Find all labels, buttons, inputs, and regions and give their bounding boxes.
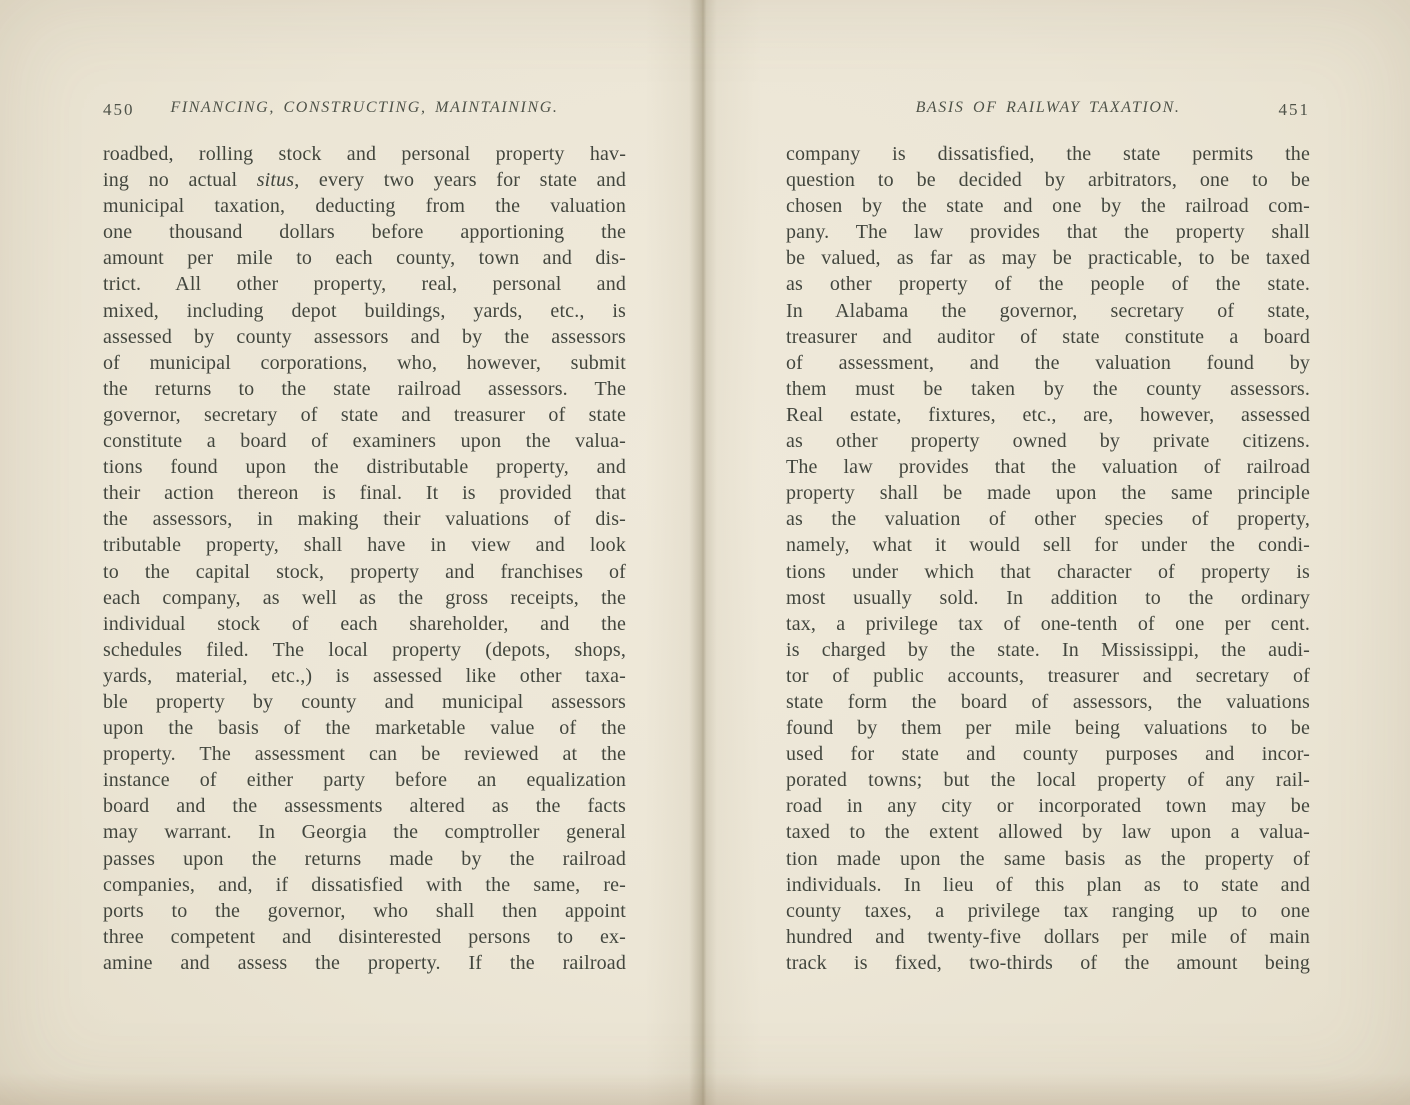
text-line: three competent and disinterested persons to ex-	[103, 925, 626, 948]
text-line: individuals. In lieu of this plan as to state and	[786, 873, 1310, 896]
text-line: assessed by county assessors and by the assessors	[103, 325, 626, 348]
text-line: individual stock of each shareholder, and the	[103, 612, 626, 635]
text-line: municipal taxation, deducting from the valuation	[103, 195, 626, 218]
text-line: mixed, including depot buildings, yards, etc., is	[103, 299, 626, 322]
text-line: pany. The law provides that the property shall	[786, 221, 1310, 244]
text-line: found by them per mile being valuations to be	[786, 717, 1310, 740]
text-line: of municipal corporations, who, however, submit	[103, 351, 626, 374]
text-line: is charged by the state. In Mississippi, the audi-	[786, 638, 1310, 661]
text-line: tributable property, shall have in view and look	[103, 534, 626, 557]
text-line: treasurer and auditor of state constitute a board	[786, 325, 1310, 348]
text-line: constitute a board of examiners upon the valua-	[103, 430, 626, 453]
page-number-right: 451	[1278, 100, 1310, 119]
text-line: trict. All other property, real, personal and	[103, 273, 626, 296]
text-line: The law provides that the valuation of railroad	[786, 456, 1310, 479]
left-page-text	[103, 141, 626, 976]
page-number-left: 450	[103, 100, 135, 119]
text-line: schedules filed. The local property (depots, shops,	[103, 638, 626, 661]
text-line: roadbed, rolling stock and personal property hav-	[103, 143, 626, 165]
text-line: hundred and twenty-five dollars per mile of main	[786, 925, 1310, 948]
text-line: porated towns; but the local property of any rail-	[786, 769, 1310, 792]
running-head-left: FINANCING, CONSTRUCTING, MAINTAINING.	[170, 99, 559, 116]
running-head-right: BASIS OF RAILWAY TAXATION.	[915, 99, 1181, 116]
text-line: yards, material, etc.,) is assessed like other taxa-	[103, 664, 626, 687]
text-line: governor, secretary of state and treasurer of state	[103, 403, 626, 426]
text-line: as the valuation of other species of property,	[786, 508, 1310, 531]
text-line: tions found upon the distributable property, and	[103, 456, 626, 479]
text-line: track is fixed, two-thirds of the amount being	[786, 951, 1310, 974]
gutter-shadow	[645, 0, 761, 1105]
text-line: Real estate, fixtures, etc., are, however, assessed	[786, 403, 1310, 426]
text-line: road in any city or incorporated town may be	[786, 795, 1310, 818]
text-line: amine and assess the property. If the railroad	[103, 951, 626, 974]
right-page-text	[786, 141, 1310, 976]
text-line: tax, a privilege tax of one-tenth of one per cent.	[786, 612, 1310, 635]
text-line: tion made upon the same basis as the property of	[786, 847, 1310, 870]
text-line: property. The assessment can be reviewed at the	[103, 743, 626, 766]
text-line: ports to the governor, who shall then appoint	[103, 899, 626, 922]
right-page-header	[786, 99, 1310, 123]
text-line: upon the basis of the marketable value of the	[103, 717, 626, 740]
text-line: chosen by the state and one by the railroad com-	[786, 195, 1310, 218]
text-line: ble property by county and municipal assessors	[103, 690, 626, 713]
text-line: as other property of the people of the state.	[786, 273, 1310, 296]
text-line: their action thereon is final. It is provided that	[103, 482, 626, 505]
text-line: to the capital stock, property and franchises of	[103, 560, 626, 583]
left-page-header	[103, 99, 626, 123]
text-line: In Alabama the governor, secretary of state,	[786, 299, 1310, 322]
text-line: companies, and, if dissatisfied with the same, re-	[103, 873, 626, 896]
text-line: board and the assessments altered as the facts	[103, 795, 626, 818]
text-line: passes upon the returns made by the railroad	[103, 847, 626, 870]
text-line: namely, what it would sell for under the condi-	[786, 534, 1310, 557]
text-line: company is dissatisfied, the state permits the	[786, 143, 1310, 165]
text-line: them must be taken by the county assessors.	[786, 377, 1310, 400]
text-line: used for state and county purposes and incor-	[786, 743, 1310, 766]
text-line: the assessors, in making their valuations of dis-	[103, 508, 626, 531]
text-line: most usually sold. In addition to the ordinary	[786, 586, 1310, 609]
text-line: as other property owned by private citizens.	[786, 430, 1310, 453]
text-line: one thousand dollars before apportioning the	[103, 221, 626, 244]
text-line: county taxes, a privilege tax ranging up to one	[786, 899, 1310, 922]
text-line: may warrant. In Georgia the comptroller general	[103, 821, 626, 844]
text-line: each company, as well as the gross receipts, the	[103, 586, 626, 609]
text-line: instance of either party before an equalization	[103, 769, 626, 792]
text-line: tions under which that character of property is	[786, 560, 1310, 583]
text-line: the returns to the state railroad assessors. The	[103, 377, 626, 400]
text-line: question to be decided by arbitrators, one to be	[786, 169, 1310, 192]
text-line: of assessment, and the valuation found by	[786, 351, 1310, 374]
text-line: be valued, as far as may be practicable, to be taxed	[786, 247, 1310, 270]
text-line: amount per mile to each county, town and dis-	[103, 247, 626, 270]
text-line: state form the board of assessors, the valuations	[786, 690, 1310, 713]
text-line: taxed to the extent allowed by law upon a valua-	[786, 821, 1310, 844]
text-line: property shall be made upon the same principle	[786, 482, 1310, 505]
text-line: ing no actual situs, every two years for state and	[103, 169, 626, 192]
text-line: tor of public accounts, treasurer and secretary of	[786, 664, 1310, 687]
